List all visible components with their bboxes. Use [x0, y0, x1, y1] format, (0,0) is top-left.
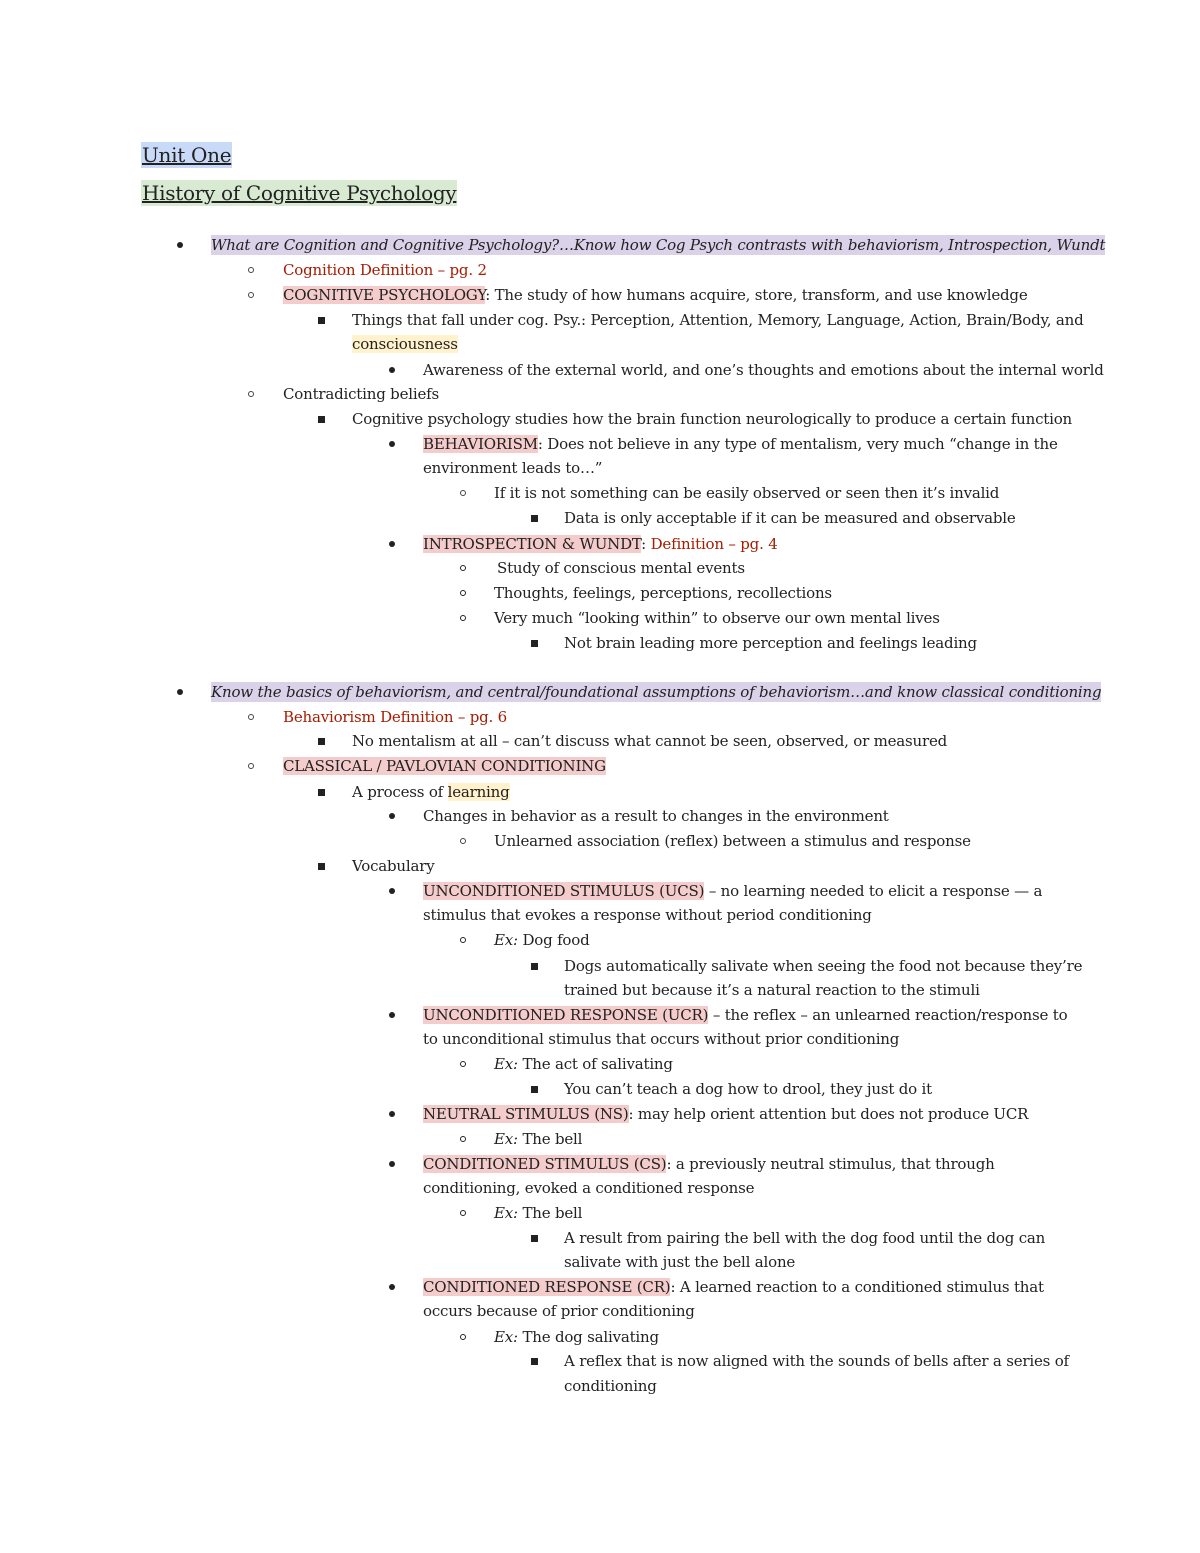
list-item-continued: conditioning, evoked a conditioned response: [423, 1179, 755, 1197]
circle-bullet-icon: [456, 1054, 470, 1074]
list-item: [423, 1277, 1044, 1297]
circle-bullet-icon: [456, 1129, 470, 1149]
list-item: If it is not something can be easily observed or seen then it’s invalid: [494, 484, 1000, 502]
list-item: [423, 881, 1042, 901]
square-bullet-icon: [314, 856, 328, 876]
list-item: [423, 434, 1058, 454]
term-highlight: UNCONDITIONED STIMULUS (UCS): [423, 882, 705, 900]
example-label: Ex:: [494, 1055, 518, 1073]
circle-bullet-icon: [244, 285, 258, 305]
section-question: What are Cognition and Cognitive Psychology?…Know how Cog Psych contrasts with behaviorism, Introspection, Wundt: [211, 236, 1106, 254]
square-bullet-icon: [314, 409, 328, 429]
bullet-icon: [385, 434, 399, 454]
list-item: [283, 285, 1028, 305]
list-item: [494, 1327, 659, 1347]
list-item: [283, 756, 606, 776]
bullet-icon: [385, 1277, 399, 1297]
text: A process of: [352, 783, 448, 801]
list-item: Very much “looking within” to observe our own mental lives: [494, 609, 940, 627]
circle-bullet-icon: [456, 930, 470, 950]
list-item: [352, 782, 510, 802]
square-bullet-icon: [527, 1228, 541, 1248]
list-item: [423, 1005, 1067, 1025]
circle-bullet-icon: [456, 1203, 470, 1223]
cognition-definition-link: Cognition Definition – pg. 2: [283, 261, 487, 279]
list-item: [494, 930, 590, 950]
circle-bullet-icon: [456, 1327, 470, 1347]
square-bullet-icon: [314, 731, 328, 751]
circle-bullet-icon: [244, 756, 258, 776]
list-item: [423, 534, 778, 554]
term-highlight: INTROSPECTION & WUNDT: [423, 535, 642, 553]
list-item: Awareness of the external world, and one’s thoughts and emotions about the internal world: [423, 361, 1104, 379]
circle-bullet-icon: [244, 260, 258, 280]
list-item: Thoughts, feelings, perceptions, recollections: [494, 584, 832, 602]
square-bullet-icon: [527, 956, 541, 976]
circle-bullet-icon: [456, 831, 470, 851]
term-highlight: BEHAVIORISM: [423, 435, 538, 453]
list-item: Changes in behavior as a result to changes in the environment: [423, 807, 889, 825]
bullet-icon: [385, 1154, 399, 1174]
square-bullet-icon: [527, 508, 541, 528]
list-item: Not brain leading more perception and feelings leading: [564, 634, 977, 652]
list-item: You can’t teach a dog how to drool, they just do it: [564, 1080, 932, 1098]
circle-bullet-icon: [244, 707, 258, 727]
list-item: Things that fall under cog. Psy.: Perception, Attention, Memory, Language, Action, Brain/Body, and: [352, 311, 1084, 329]
term-highlight: NEUTRAL STIMULUS (NS): [423, 1105, 629, 1123]
term-highlight: CLASSICAL / PAVLOVIAN CONDITIONING: [283, 757, 606, 775]
bullet-icon: [173, 682, 187, 702]
term-definition: – no learning needed to elicit a response — a: [704, 882, 1043, 900]
example-text: The bell: [517, 1204, 583, 1222]
list-item-continued: stimulus that evokes a response without period conditioning: [423, 906, 872, 924]
list-item: Study of conscious mental events: [497, 559, 745, 577]
list-item-continued: salivate with just the bell alone: [564, 1253, 796, 1271]
circle-bullet-icon: [456, 558, 470, 578]
term-definition: – the reflex – an unlearned reaction/response to: [708, 1006, 1068, 1024]
term-definition: : Does not believe in any type of mentalism, very much “change in the: [537, 435, 1058, 453]
square-bullet-icon: [527, 1079, 541, 1099]
example-text: The bell: [517, 1130, 583, 1148]
list-item-continued: occurs because of prior conditioning: [423, 1302, 695, 1320]
list-item: [494, 1054, 673, 1074]
bullet-icon: [385, 1005, 399, 1025]
circle-bullet-icon: [244, 384, 258, 404]
example-label: Ex:: [494, 1130, 518, 1148]
term-definition: : A learned reaction to a conditioned stimulus that: [670, 1278, 1044, 1296]
list-item: Unlearned association (reflex) between a stimulus and response: [494, 832, 971, 850]
term-definition: : a previously neutral stimulus, that through: [666, 1155, 995, 1173]
term-highlight: UNCONDITIONED RESPONSE (UCR): [423, 1006, 709, 1024]
list-item: [494, 1203, 582, 1223]
list-item-continued: trained but because it’s a natural reaction to the stimuli: [564, 981, 980, 999]
bullet-icon: [385, 1104, 399, 1124]
example-text: The act of salivating: [517, 1055, 673, 1073]
list-item: A result from pairing the bell with the dog food until the dog can: [564, 1229, 1046, 1247]
bullet-icon: [385, 806, 399, 826]
square-bullet-icon: [314, 782, 328, 802]
list-item: [423, 1104, 1028, 1124]
list-item: [494, 1129, 582, 1149]
bullet-icon: [385, 881, 399, 901]
list-item: No mentalism at all – can’t discuss what cannot be seen, observed, or measured: [352, 732, 948, 750]
example-text: Dog food: [517, 931, 590, 949]
page-title: Unit One: [142, 143, 232, 167]
bullet-icon: [385, 534, 399, 554]
list-item: Contradicting beliefs: [283, 385, 439, 403]
circle-bullet-icon: [456, 608, 470, 628]
list-item: Data is only acceptable if it can be measured and observable: [564, 509, 1016, 527]
example-label: Ex:: [494, 1204, 518, 1222]
introspection-definition-link: Definition – pg. 4: [650, 535, 778, 553]
term-highlight: CONDITIONED STIMULUS (CS): [423, 1155, 667, 1173]
example-label: Ex:: [494, 1328, 518, 1346]
list-item-continued: [352, 334, 458, 354]
term-highlight: COGNITIVE PSYCHOLOGY: [283, 286, 486, 304]
term-definition: : may help orient attention but does not produce UCR: [628, 1105, 1029, 1123]
example-label: Ex:: [494, 931, 518, 949]
highlight: learning: [447, 783, 510, 801]
list-item: Cognitive psychology studies how the brain function neurologically to produce a certain function: [352, 410, 1073, 428]
square-bullet-icon: [527, 633, 541, 653]
section-question: Know the basics of behaviorism, and central/foundational assumptions of behaviorism…and know classical conditioning: [211, 683, 1102, 701]
list-item-continued: to unconditional stimulus that occurs without prior conditioning: [423, 1030, 900, 1048]
colon: :: [641, 535, 647, 553]
bullet-icon: [385, 360, 399, 380]
term-definition: : The study of how humans acquire, store, transform, and use knowledge: [485, 286, 1028, 304]
circle-bullet-icon: [456, 483, 470, 503]
circle-bullet-icon: [456, 583, 470, 603]
square-bullet-icon: [314, 310, 328, 330]
example-text: The dog salivating: [517, 1328, 659, 1346]
bullet-icon: [173, 235, 187, 255]
highlight: consciousness: [352, 335, 458, 353]
section-heading: History of Cognitive Psychology: [142, 181, 457, 205]
term-highlight: CONDITIONED RESPONSE (CR): [423, 1278, 671, 1296]
list-item: Dogs automatically salivate when seeing the food not because they’re: [564, 957, 1083, 975]
list-item-continued: environment leads to…”: [423, 459, 603, 477]
list-item: [423, 1154, 995, 1174]
behaviorism-definition-link: Behaviorism Definition – pg. 6: [283, 708, 508, 726]
list-item-continued: conditioning: [564, 1377, 657, 1395]
list-item: Vocabulary: [352, 857, 435, 875]
square-bullet-icon: [527, 1351, 541, 1371]
list-item: A reflex that is now aligned with the sounds of bells after a series of: [564, 1352, 1069, 1370]
